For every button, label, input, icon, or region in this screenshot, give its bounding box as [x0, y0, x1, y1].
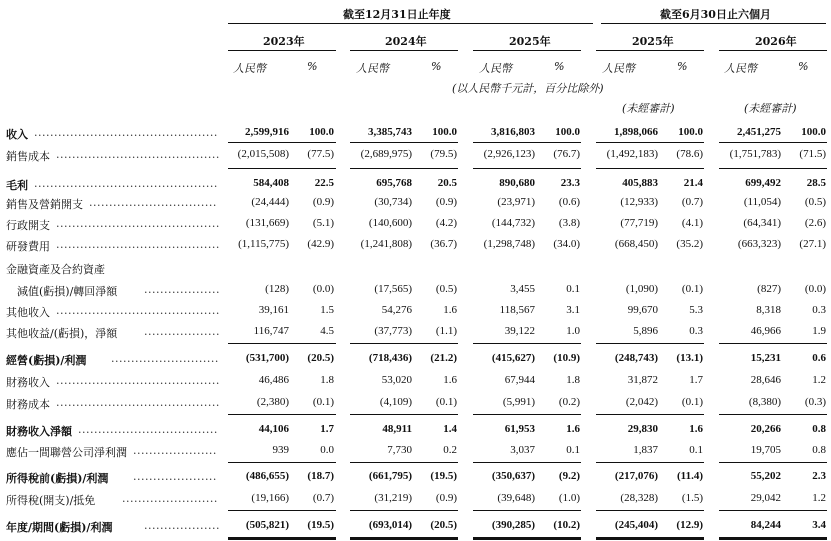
percent-cell: (1.1) [435, 325, 457, 337]
amount-cell: (693,014) [368, 519, 412, 531]
amount-cell: (1,090) [625, 283, 658, 295]
amount-cell: (17,565) [374, 283, 412, 295]
amount-cell: (827) [757, 283, 781, 295]
subtotal-rule [228, 414, 336, 415]
percent-cell: (12.9) [676, 519, 703, 531]
amount-cell: (12,933) [620, 196, 658, 208]
amount-cell: (390,285) [491, 519, 535, 531]
amount-cell: 2,451,275 [737, 126, 781, 138]
amount-cell: 3,385,743 [368, 126, 412, 138]
row-label: 經營(虧損)/利潤 [6, 354, 87, 367]
percent-cell: (0.5) [435, 283, 457, 295]
amount-cell: (28,328) [620, 492, 658, 504]
amount-cell: 20,266 [750, 423, 781, 435]
amount-cell: (1,298,748) [483, 238, 535, 250]
leader-dots: ..................... [133, 470, 217, 483]
row-label: 所得稅(開支)/抵免 [6, 494, 96, 507]
table-row [0, 467, 831, 487]
subtotal-rule [719, 414, 827, 415]
percent-cell: (19.5) [307, 519, 334, 531]
percent-cell: (5.1) [312, 217, 334, 229]
subtotal-rule [228, 168, 336, 169]
amount-cell: 29,830 [627, 423, 658, 435]
percent-cell: (0.1) [312, 396, 334, 408]
col-pct-2023: % [307, 60, 318, 73]
col-pct-2025-h1: % [677, 60, 688, 73]
amount-cell: 61,953 [504, 423, 535, 435]
amount-cell: (2,926,123) [483, 148, 535, 160]
amount-cell: 5,896 [633, 325, 658, 337]
unaudited-2026: (未經審計) [744, 102, 797, 115]
col-rmb-2024: 人民幣 [356, 62, 389, 75]
subtotal-rule [473, 510, 581, 511]
leader-dots: ................................... [78, 423, 218, 436]
total-double-rule [473, 537, 581, 540]
percent-cell: (34.0) [553, 238, 580, 250]
table-row [0, 145, 831, 165]
amount-cell: 7,730 [387, 444, 412, 456]
leader-dots: .............................................. [34, 177, 218, 190]
amount-cell: (131,669) [245, 217, 289, 229]
subtotal-rule [228, 142, 336, 143]
leader-dots: ................... [144, 519, 220, 532]
year-2025-h1: 2025年 [632, 35, 674, 48]
subtotal-rule [473, 343, 581, 344]
amount-cell: (1,492,183) [606, 148, 658, 160]
percent-cell: (71.5) [799, 148, 826, 160]
percent-cell: (0.3) [804, 396, 826, 408]
subtotal-rule [596, 343, 704, 344]
amount-cell: 699,492 [745, 177, 781, 189]
percent-cell: (78.6) [676, 148, 703, 160]
percent-cell: 0.8 [812, 444, 826, 456]
amount-cell: 1,837 [633, 444, 658, 456]
percent-cell: 0.8 [812, 423, 826, 435]
subtotal-rule [350, 142, 458, 143]
percent-cell: 1.7 [320, 423, 334, 435]
amount-cell: (4,109) [379, 396, 412, 408]
percent-cell: 100.0 [555, 126, 580, 138]
row-label: 行政開支 [6, 219, 50, 232]
amount-cell: 3,455 [510, 283, 535, 295]
percent-cell: (0.1) [435, 396, 457, 408]
leader-dots: ......................................... [56, 374, 220, 387]
col-rmb-2026-h1: 人民幣 [724, 62, 757, 75]
amount-cell: (668,450) [614, 238, 658, 250]
amount-cell: (30,734) [374, 196, 412, 208]
percent-cell: 1.6 [443, 304, 457, 316]
amount-cell: (217,076) [614, 470, 658, 482]
percent-cell: 0.1 [566, 444, 580, 456]
amount-cell: 31,872 [627, 374, 658, 386]
leader-dots: ........................... [111, 352, 219, 365]
percent-cell: 100.0 [678, 126, 703, 138]
amount-cell: (415,627) [491, 352, 535, 364]
percent-cell: 1.9 [812, 325, 826, 337]
unit-note: (以人民幣千元計，百分比除外) [452, 82, 604, 95]
amount-cell: 584,408 [253, 177, 289, 189]
total-double-rule [350, 537, 458, 540]
leader-dots: ..................... [133, 444, 217, 457]
table-row [0, 193, 831, 213]
percent-cell: 1.2 [812, 492, 826, 504]
total-double-rule [719, 537, 827, 540]
percent-cell: (13.1) [676, 352, 703, 364]
subtotal-rule [719, 168, 827, 169]
amount-cell: (11,054) [743, 196, 781, 208]
amount-cell: 39,122 [504, 325, 535, 337]
percent-cell: (27.1) [799, 238, 826, 250]
year-2024: 2024年 [385, 35, 427, 48]
year-2023-rule [228, 50, 336, 51]
leader-dots: ......................................... [56, 217, 220, 230]
table-row [0, 258, 831, 278]
percent-cell: 1.6 [566, 423, 580, 435]
amount-cell: 3,037 [510, 444, 535, 456]
amount-cell: 28,646 [750, 374, 781, 386]
percent-cell: 1.6 [689, 423, 703, 435]
amount-cell: (245,404) [614, 519, 658, 531]
percent-cell: 0.2 [443, 444, 457, 456]
percent-cell: 2.3 [812, 470, 826, 482]
percent-cell: (42.9) [307, 238, 334, 250]
table-row [0, 214, 831, 234]
percent-cell: 3.4 [812, 519, 826, 531]
percent-cell: 1.8 [320, 374, 334, 386]
col-pct-2024: % [431, 60, 442, 73]
percent-cell: 28.5 [806, 177, 826, 189]
subtotal-rule [719, 343, 827, 344]
amount-cell: (8,380) [748, 396, 781, 408]
percent-cell: 1.0 [566, 325, 580, 337]
percent-cell: (36.7) [430, 238, 457, 250]
year-2026-h1: 2026年 [755, 35, 797, 48]
percent-cell: 21.4 [683, 177, 703, 189]
percent-cell: (11.4) [677, 470, 703, 482]
amount-cell: (64,341) [743, 217, 781, 229]
amount-cell: (718,436) [368, 352, 412, 364]
leader-dots: ................... [144, 283, 220, 296]
col-rmb-2025-h1: 人民幣 [602, 62, 635, 75]
amount-cell: 55,202 [750, 470, 781, 482]
amount-cell: (2,015,508) [237, 148, 289, 160]
amount-cell: (31,219) [374, 492, 412, 504]
percent-cell: (0.1) [681, 283, 703, 295]
amount-cell: (350,637) [491, 470, 535, 482]
amount-cell: 1,898,066 [614, 126, 658, 138]
percent-cell: (0.9) [312, 196, 334, 208]
percent-cell: (77.5) [307, 148, 334, 160]
amount-cell: 8,318 [756, 304, 781, 316]
percent-cell: 0.3 [689, 325, 703, 337]
header-group-jun-rule [601, 23, 826, 24]
amount-cell: 890,680 [499, 177, 535, 189]
row-label: 銷售及營銷開支 [6, 198, 83, 211]
percent-cell: (4.1) [681, 217, 703, 229]
subtotal-rule [228, 343, 336, 344]
amount-cell: (37,773) [374, 325, 412, 337]
leader-dots: ......................................... [56, 148, 220, 161]
table-row [0, 420, 831, 440]
percent-cell: 23.3 [560, 177, 580, 189]
subtotal-rule [473, 462, 581, 463]
percent-cell: (76.7) [553, 148, 580, 160]
amount-cell: (39,648) [497, 492, 535, 504]
subtotal-rule [473, 168, 581, 169]
col-pct-2025-annual: % [554, 60, 565, 73]
percent-cell: 100.0 [432, 126, 457, 138]
subtotal-rule [596, 142, 704, 143]
amount-cell: (663,323) [737, 238, 781, 250]
amount-cell: 15,231 [750, 352, 781, 364]
table-row [0, 516, 831, 536]
percent-cell: 1.7 [689, 374, 703, 386]
percent-cell: 1.4 [443, 423, 457, 435]
leader-dots: ................... [144, 325, 220, 338]
amount-cell: (2,042) [625, 396, 658, 408]
percent-cell: (10.2) [553, 519, 580, 531]
percent-cell: 0.3 [812, 304, 826, 316]
amount-cell: (23,971) [497, 196, 535, 208]
header-group-jun: 截至6月30日止六個月 [660, 8, 771, 21]
amount-cell: 939 [272, 444, 289, 456]
percent-cell: (0.0) [804, 283, 826, 295]
amount-cell: 29,042 [750, 492, 781, 504]
amount-cell: (248,743) [614, 352, 658, 364]
amount-cell: (24,444) [251, 196, 289, 208]
amount-cell: 53,020 [381, 374, 412, 386]
percent-cell: 1.2 [812, 374, 826, 386]
percent-cell: (0.9) [435, 492, 457, 504]
subtotal-rule [719, 462, 827, 463]
percent-cell: 4.5 [320, 325, 334, 337]
percent-cell: (0.5) [804, 196, 826, 208]
subtotal-rule [596, 462, 704, 463]
percent-cell: (2.6) [804, 217, 826, 229]
leader-dots: .............................................. [34, 126, 218, 139]
row-label: 銷售成本 [6, 150, 50, 163]
total-double-rule [228, 537, 336, 540]
subtotal-rule [350, 168, 458, 169]
percent-cell: 0.0 [320, 444, 334, 456]
table-row [0, 441, 831, 461]
percent-cell: 3.1 [566, 304, 580, 316]
amount-cell: (486,655) [245, 470, 289, 482]
amount-cell: (140,600) [368, 217, 412, 229]
row-label: 財務收入 [6, 376, 50, 389]
percent-cell: (1.0) [558, 492, 580, 504]
percent-cell: (0.2) [558, 396, 580, 408]
row-label: 毛利 [6, 179, 28, 192]
percent-cell: (9.2) [558, 470, 580, 482]
leader-dots: ........................ [122, 492, 218, 505]
percent-cell: (18.7) [307, 470, 334, 482]
total-double-rule [596, 537, 704, 540]
amount-cell: 99,670 [627, 304, 658, 316]
leader-dots: ......................................... [56, 304, 220, 317]
table-row [0, 322, 831, 342]
table-row [0, 280, 831, 300]
year-2024-rule [350, 50, 458, 51]
row-label: 其他收入 [6, 306, 50, 319]
subtotal-rule [473, 414, 581, 415]
subtotal-rule [719, 510, 827, 511]
year-2025-annual-rule [473, 50, 581, 51]
row-label: 其他收益/(虧損)，淨額 [6, 327, 118, 340]
percent-cell: (20.5) [307, 352, 334, 364]
year-2025-annual: 2025年 [509, 35, 551, 48]
amount-cell: (144,732) [491, 217, 535, 229]
year-2026-h1-rule [719, 50, 827, 51]
leader-dots: ................................ [89, 196, 217, 209]
percent-cell: (19.5) [430, 470, 457, 482]
amount-cell: (531,700) [245, 352, 289, 364]
amount-cell: (661,795) [368, 470, 412, 482]
percent-cell: 0.1 [689, 444, 703, 456]
percent-cell: (21.2) [430, 352, 457, 364]
table-row [0, 489, 831, 509]
row-label: 減值(虧損)/轉回淨額 [6, 285, 118, 298]
percent-cell: (20.5) [430, 519, 457, 531]
amount-cell: 54,276 [381, 304, 412, 316]
percent-cell: (4.2) [435, 217, 457, 229]
year-2023: 2023年 [263, 35, 305, 48]
amount-cell: 44,106 [258, 423, 289, 435]
subtotal-rule [350, 462, 458, 463]
table-row [0, 235, 831, 255]
percent-cell: 5.3 [689, 304, 703, 316]
subtotal-rule [596, 414, 704, 415]
percent-cell: 0.6 [812, 352, 826, 364]
percent-cell: 1.5 [320, 304, 334, 316]
table-row [0, 371, 831, 391]
amount-cell: 19,705 [750, 444, 781, 456]
table-row [0, 123, 831, 143]
subtotal-rule [596, 510, 704, 511]
row-label: 收入 [6, 128, 28, 141]
row-label: 所得稅前(虧損)/利潤 [6, 472, 109, 485]
row-label: 研發費用 [6, 240, 50, 253]
amount-cell: (1,241,808) [360, 238, 412, 250]
subtotal-rule [350, 414, 458, 415]
percent-cell: (35.2) [676, 238, 703, 250]
col-rmb-2023: 人民幣 [233, 62, 266, 75]
amount-cell: (5,991) [502, 396, 535, 408]
subtotal-rule [228, 462, 336, 463]
amount-cell: (505,821) [245, 519, 289, 531]
percent-cell: 100.0 [309, 126, 334, 138]
row-label: 金融資產及合約資產 [6, 263, 105, 276]
percent-cell: (79.5) [430, 148, 457, 160]
row-label: 財務成本 [6, 398, 50, 411]
percent-cell: (10.9) [553, 352, 580, 364]
year-2025-h1-rule [596, 50, 704, 51]
row-label: 應佔一間聯營公司淨利潤 [6, 446, 127, 459]
unaudited-2025: (未經審計) [622, 102, 675, 115]
subtotal-rule [350, 343, 458, 344]
subtotal-rule [719, 142, 827, 143]
table-row [0, 301, 831, 321]
amount-cell: 67,944 [504, 374, 535, 386]
row-label: 財務收入淨額 [6, 425, 72, 438]
percent-cell: 20.5 [437, 177, 457, 189]
amount-cell: (19,166) [251, 492, 289, 504]
percent-cell: 1.6 [443, 374, 457, 386]
amount-cell: 118,567 [499, 304, 535, 316]
amount-cell: 46,966 [750, 325, 781, 337]
amount-cell: (2,380) [256, 396, 289, 408]
amount-cell: 46,486 [258, 374, 289, 386]
amount-cell: 84,244 [750, 519, 781, 531]
percent-cell: (3.8) [558, 217, 580, 229]
subtotal-rule [473, 142, 581, 143]
amount-cell: (2,689,975) [360, 148, 412, 160]
header-group-dec: 截至12月31日止年度 [343, 8, 451, 21]
amount-cell: 2,599,916 [245, 126, 289, 138]
amount-cell: 48,911 [382, 423, 412, 435]
amount-cell: (1,751,783) [729, 148, 781, 160]
col-pct-2026-h1: % [798, 60, 809, 73]
percent-cell: 1.8 [566, 374, 580, 386]
leader-dots: ......................................... [56, 396, 220, 409]
percent-cell: (0.7) [312, 492, 334, 504]
percent-cell: (0.1) [681, 396, 703, 408]
amount-cell: (128) [265, 283, 289, 295]
percent-cell: 100.0 [801, 126, 826, 138]
row-label: 年度/期間(虧損)/利潤 [6, 521, 113, 534]
amount-cell: 405,883 [622, 177, 658, 189]
amount-cell: (77,719) [620, 217, 658, 229]
subtotal-rule [596, 168, 704, 169]
amount-cell: 39,161 [258, 304, 289, 316]
subtotal-rule [350, 510, 458, 511]
leader-dots: ......................................... [56, 238, 220, 251]
percent-cell: (0.0) [312, 283, 334, 295]
percent-cell: (0.9) [435, 196, 457, 208]
table-row [0, 393, 831, 413]
percent-cell: (0.6) [558, 196, 580, 208]
amount-cell: (1,115,775) [238, 238, 289, 250]
table-row [0, 349, 831, 369]
col-rmb-2025-annual: 人民幣 [479, 62, 512, 75]
amount-cell: 695,768 [376, 177, 412, 189]
amount-cell: 116,747 [253, 325, 289, 337]
percent-cell: 0.1 [566, 283, 580, 295]
percent-cell: (1.5) [681, 492, 703, 504]
header-group-dec-rule [228, 23, 593, 24]
percent-cell: 22.5 [314, 177, 334, 189]
subtotal-rule [228, 510, 336, 511]
amount-cell: 3,816,803 [491, 126, 535, 138]
table-row [0, 174, 831, 194]
percent-cell: (0.7) [681, 196, 703, 208]
